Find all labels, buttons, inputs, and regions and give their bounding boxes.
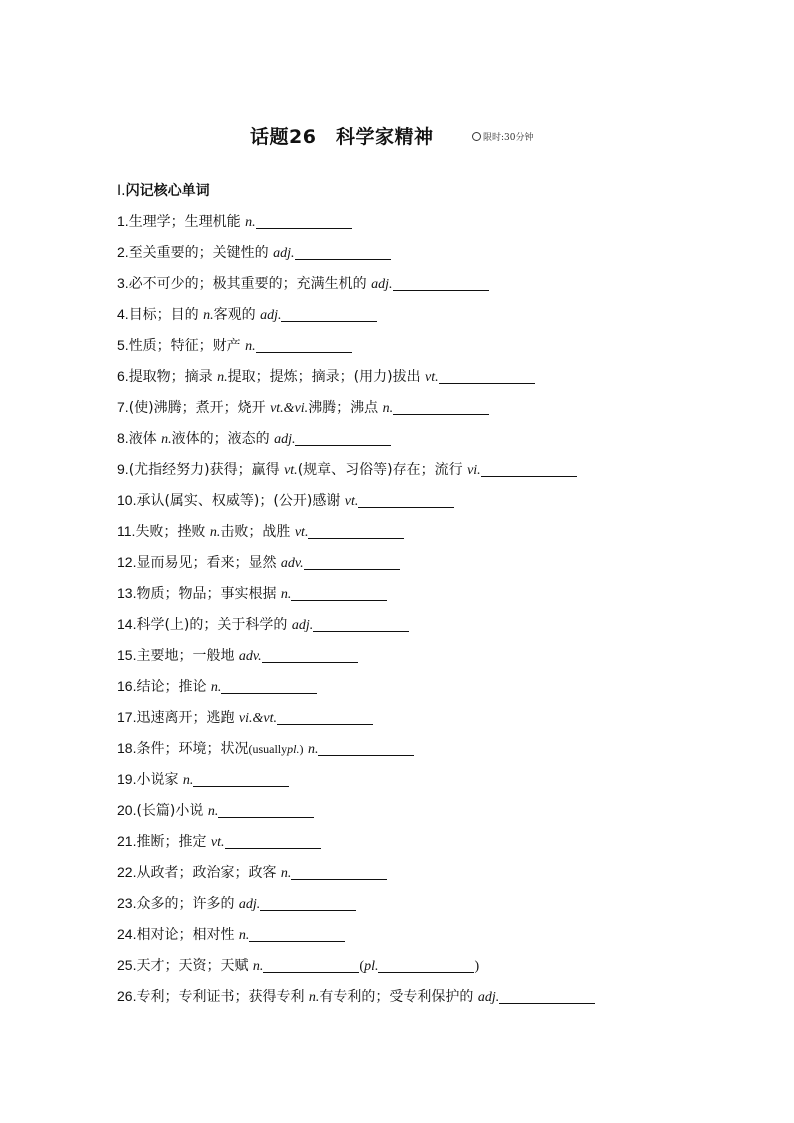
item-mid-definition: 沸腾；沸点 bbox=[308, 400, 379, 416]
item-number: 4. bbox=[117, 306, 129, 322]
answer-blank[interactable] bbox=[263, 958, 359, 973]
answer-blank[interactable] bbox=[256, 338, 352, 353]
vocab-item bbox=[117, 702, 737, 733]
item-definition: 迅速离开；逃跑 bbox=[136, 710, 235, 726]
item-number: 18. bbox=[117, 740, 137, 756]
item-pos: adj. bbox=[291, 618, 314, 633]
vocab-item bbox=[117, 733, 737, 764]
item-mid-definition: 击败；战胜 bbox=[220, 524, 291, 540]
item-number: 24. bbox=[117, 926, 137, 942]
answer-blank[interactable] bbox=[318, 741, 414, 756]
item-number: 2. bbox=[117, 244, 129, 260]
item-pos: n. bbox=[182, 773, 194, 788]
section-title: 闪记核心单词 bbox=[125, 183, 210, 199]
vocab-item bbox=[117, 981, 737, 1012]
time-limit-text: 限时:30分钟 bbox=[483, 133, 534, 143]
item-definition: 科学(上)的；关于科学的 bbox=[136, 617, 288, 633]
item-pos: adj. bbox=[260, 308, 282, 323]
item-plural-pos: pl. bbox=[364, 959, 379, 974]
item-mid-definition: 液体的；液态的 bbox=[171, 431, 270, 447]
item-pos: n. bbox=[280, 587, 292, 602]
section-numeral: Ⅰ. bbox=[117, 183, 126, 199]
vocab-item bbox=[117, 640, 737, 671]
item-pos: vt. bbox=[344, 494, 359, 509]
item-definition: 失败；挫败 bbox=[135, 524, 206, 540]
vocab-item bbox=[117, 857, 737, 888]
item-pos: n. bbox=[307, 742, 319, 757]
item-definition: 生理学；生理机能 bbox=[128, 214, 241, 230]
item-number: 20. bbox=[117, 802, 137, 818]
alarm-clock-icon bbox=[472, 132, 481, 141]
item-number: 7. bbox=[117, 399, 129, 415]
answer-blank[interactable] bbox=[291, 865, 387, 880]
item-definition: 推断；推定 bbox=[136, 834, 207, 850]
vocab-item bbox=[117, 826, 737, 857]
vocab-item bbox=[117, 516, 737, 547]
time-limit bbox=[472, 130, 534, 143]
item-number: 26. bbox=[117, 988, 137, 1004]
answer-blank[interactable] bbox=[193, 772, 289, 787]
answer-blank[interactable] bbox=[499, 989, 595, 1004]
item-definition: 主要地；一般地 bbox=[136, 648, 235, 664]
item-definition: 必不可少的；极其重要的；充满生机的 bbox=[128, 276, 367, 292]
item-definition: 条件；环境；状况 bbox=[136, 741, 249, 757]
item-definition: 众多的；许多的 bbox=[136, 896, 235, 912]
item-definition: (使)沸腾；煮开；烧开 bbox=[128, 400, 266, 416]
item-number: 9. bbox=[117, 461, 129, 477]
item-pos: adj. bbox=[238, 897, 261, 912]
item-definition: 液体 bbox=[128, 431, 157, 447]
item-pos: n. bbox=[245, 339, 256, 354]
answer-blank[interactable] bbox=[393, 276, 489, 291]
item-pos: vt. bbox=[425, 370, 439, 385]
answer-blank[interactable] bbox=[277, 710, 373, 725]
answer-blank[interactable] bbox=[358, 493, 454, 508]
item-pos: adv. bbox=[238, 649, 262, 664]
item-pos: n. bbox=[280, 866, 292, 881]
item-note-end: ) bbox=[299, 742, 304, 756]
item-number: 5. bbox=[117, 337, 129, 353]
answer-blank[interactable] bbox=[308, 524, 404, 539]
vocab-item bbox=[117, 299, 737, 330]
vocab-item bbox=[117, 330, 737, 361]
item-pos: n. bbox=[210, 680, 222, 695]
item-number: 3. bbox=[117, 275, 129, 291]
vocab-item bbox=[117, 268, 737, 299]
item-mid-pos: n. bbox=[308, 990, 320, 1005]
vocab-item bbox=[117, 454, 737, 485]
vocab-item bbox=[117, 764, 737, 795]
item-number: 12. bbox=[117, 554, 137, 570]
item-pos: n. bbox=[238, 928, 250, 943]
item-pos: vi.&vt. bbox=[238, 711, 278, 726]
vocabulary-list bbox=[117, 206, 737, 1012]
item-mid-pos: n. bbox=[209, 525, 221, 540]
answer-blank[interactable] bbox=[281, 307, 377, 322]
item-number: 21. bbox=[117, 833, 137, 849]
item-definition: 专利；专利证书；获得专利 bbox=[136, 989, 305, 1005]
answer-blank[interactable] bbox=[221, 679, 317, 694]
item-definition: 物质；物品；事实根据 bbox=[136, 586, 277, 602]
answer-blank[interactable] bbox=[304, 555, 400, 570]
vocab-item bbox=[117, 485, 737, 516]
answer-blank[interactable] bbox=[218, 803, 314, 818]
item-definition: (长篇)小说 bbox=[136, 803, 204, 819]
item-number: 19. bbox=[117, 771, 137, 787]
item-number: 15. bbox=[117, 647, 137, 663]
answer-blank[interactable] bbox=[439, 369, 535, 384]
item-number: 13. bbox=[117, 585, 137, 601]
item-definition: 小说家 bbox=[136, 772, 179, 788]
section-heading bbox=[117, 180, 210, 200]
item-number: 14. bbox=[117, 616, 137, 632]
item-definition: 结论；推论 bbox=[136, 679, 207, 695]
item-mid-definition: 有专利的；受专利保护的 bbox=[319, 989, 474, 1005]
item-pos: n. bbox=[207, 804, 219, 819]
item-number: 1. bbox=[117, 213, 129, 229]
vocab-item bbox=[117, 950, 737, 981]
item-plural-open: ( bbox=[359, 959, 365, 974]
page-title-block bbox=[250, 122, 570, 150]
item-mid-definition: 提取；提炼；摘录；(用力)拔出 bbox=[227, 369, 421, 385]
vocab-item bbox=[117, 361, 737, 392]
answer-blank[interactable] bbox=[313, 617, 409, 632]
answer-blank[interactable] bbox=[262, 648, 358, 663]
answer-blank[interactable] bbox=[393, 400, 489, 415]
item-plural-close: ) bbox=[474, 959, 480, 974]
answer-blank[interactable] bbox=[295, 245, 391, 260]
item-mid-definition: (规章、习俗等)存在；流行 bbox=[297, 462, 463, 478]
item-pos: adv. bbox=[280, 556, 304, 571]
answer-blank-plural[interactable] bbox=[378, 958, 474, 973]
item-mid-pos: n. bbox=[203, 308, 214, 323]
vocab-item bbox=[117, 795, 737, 826]
item-pos: n. bbox=[245, 215, 256, 230]
item-definition: 天才；天资；天赋 bbox=[136, 958, 249, 974]
item-number: 23. bbox=[117, 895, 137, 911]
item-mid-definition: 客观的 bbox=[213, 307, 256, 323]
item-number: 6. bbox=[117, 368, 129, 384]
item-definition: (尤指经努力)获得；赢得 bbox=[128, 462, 280, 478]
vocab-item bbox=[117, 237, 737, 268]
item-pos: adj. bbox=[477, 990, 500, 1005]
item-mid-pos: n. bbox=[161, 432, 172, 447]
item-pos: adj. bbox=[371, 277, 393, 292]
vocab-item bbox=[117, 888, 737, 919]
item-pos: adj. bbox=[274, 432, 296, 447]
item-definition: 提取物；摘录 bbox=[128, 369, 213, 385]
vocab-item bbox=[117, 671, 737, 702]
item-definition: 承认(属实、权威等)；(公开)感谢 bbox=[136, 493, 341, 509]
answer-blank[interactable] bbox=[295, 431, 391, 446]
item-pos: vt. bbox=[294, 525, 309, 540]
vocab-item bbox=[117, 578, 737, 609]
answer-blank[interactable] bbox=[481, 462, 577, 477]
item-pos: vt. bbox=[210, 835, 225, 850]
item-note: (usually bbox=[248, 742, 288, 756]
item-definition: 显而易见；看来；显然 bbox=[136, 555, 277, 571]
item-number: 10. bbox=[117, 492, 137, 508]
vocab-item bbox=[117, 547, 737, 578]
answer-blank[interactable] bbox=[256, 214, 352, 229]
answer-blank[interactable] bbox=[260, 896, 356, 911]
item-definition: 相对论；相对性 bbox=[136, 927, 235, 943]
item-number: 16. bbox=[117, 678, 137, 694]
vocab-item bbox=[117, 206, 737, 237]
item-pos: vi. bbox=[467, 463, 481, 478]
item-number: 17. bbox=[117, 709, 137, 725]
item-number: 11. bbox=[117, 523, 136, 539]
item-definition: 目标；目的 bbox=[128, 307, 199, 323]
item-mid-pos: vt. bbox=[284, 463, 298, 478]
item-number: 8. bbox=[117, 430, 129, 446]
item-number: 22. bbox=[117, 864, 137, 880]
item-pos: adj. bbox=[273, 246, 295, 261]
item-mid-pos: vt.&vi. bbox=[270, 401, 309, 416]
answer-blank[interactable] bbox=[225, 834, 321, 849]
item-definition: 从政者；政治家；政客 bbox=[136, 865, 277, 881]
vocab-item bbox=[117, 392, 737, 423]
item-note-pos: pl. bbox=[287, 742, 300, 756]
vocab-item bbox=[117, 609, 737, 640]
vocab-item bbox=[117, 423, 737, 454]
page-title: 话题26 科学家精神 bbox=[250, 126, 434, 148]
item-number: 25. bbox=[117, 957, 137, 973]
vocab-item bbox=[117, 919, 737, 950]
answer-blank[interactable] bbox=[291, 586, 387, 601]
item-pos: n. bbox=[382, 401, 394, 416]
answer-blank[interactable] bbox=[249, 927, 345, 942]
item-pos: n. bbox=[252, 959, 264, 974]
item-mid-pos: n. bbox=[217, 370, 228, 385]
item-definition: 至关重要的；关键性的 bbox=[128, 245, 269, 261]
item-definition: 性质；特征；财产 bbox=[128, 338, 241, 354]
